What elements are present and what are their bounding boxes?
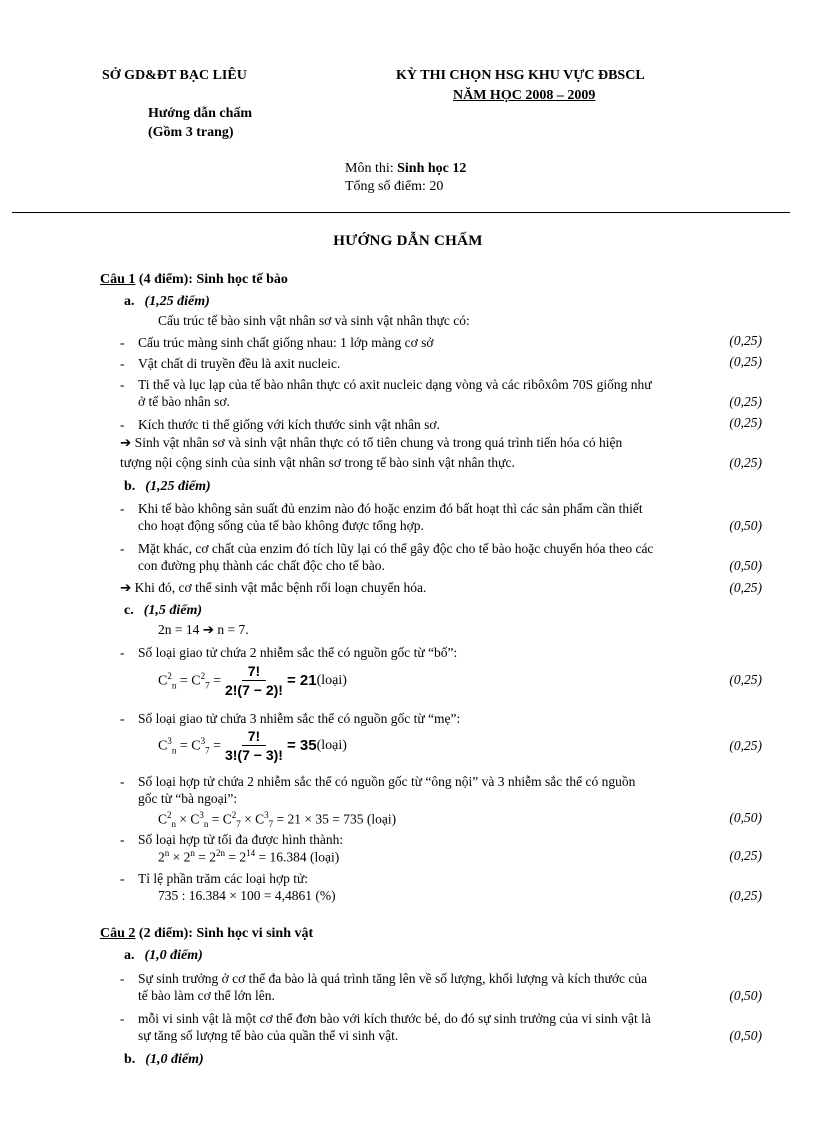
item-points: (0,25)	[729, 333, 762, 348]
item-points: (0,50)	[729, 518, 762, 533]
q2-title: (2 điểm): Sinh học vi sinh vật	[135, 926, 314, 941]
list-item-continued: cho hoạt động sống của tế bào không được tổng hợp.	[138, 518, 424, 533]
q2b-label: b.	[124, 1052, 136, 1067]
list-item-continued: con đường phụ thành các chất độc cho tế bào.	[138, 558, 385, 573]
fraction-denominator: 2!(7 − 2)!	[224, 682, 283, 698]
conclusion-line-continued: tượng nội cộng sinh của sinh vật nhân sơ trong tế bào sinh vật nhân thực.	[120, 455, 515, 470]
item-points: (0,50)	[729, 1028, 762, 1043]
q1-number: Câu 1	[100, 272, 136, 287]
formula-c5: 735 : 16.384 × 100 = 4,4861 (%)	[158, 888, 336, 903]
q2b-points: (1,0 điểm)	[145, 1052, 204, 1067]
formula-unit: (loại)	[316, 672, 347, 688]
q1b-label: b.	[124, 479, 136, 494]
q1a-heading	[124, 294, 210, 310]
q2a-points: (1,0 điểm)	[144, 948, 203, 963]
total-label: Tổng số điểm:	[345, 179, 426, 194]
q1a-points: (1,25 điểm)	[144, 294, 210, 309]
item-points: (0,25)	[729, 455, 762, 470]
q1-title: (4 điểm): Sinh học tế bào	[135, 272, 288, 287]
fraction-numerator: 7!	[242, 727, 266, 746]
fraction-numerator: 7!	[242, 662, 266, 681]
org-name: SỞ GD&ĐT BẠC LIÊU	[102, 68, 247, 83]
q1c-label: c.	[124, 603, 134, 618]
document-title: HƯỚNG DẪN CHẤM	[333, 233, 483, 249]
list-item-continued: sự tăng số lượng tế bào của quần thể vi sinh vật.	[138, 1028, 399, 1043]
item-points: (0,50)	[729, 988, 762, 1003]
item-points: (0,25)	[729, 738, 762, 753]
exam-title: KỲ THI CHỌN HSG KHU VỰC ĐBSCL	[396, 68, 645, 83]
subject-line	[345, 161, 466, 177]
q2a-label: a.	[124, 948, 135, 963]
conclusion-line: ➔ Sinh vật nhân sơ và sinh vật nhân thực có tổ tiên chung và trong quá trình tiến hóa có hiện	[120, 435, 623, 450]
formula-c2: $C^3_n = C^3_7$ = $\frac{7!}{3!(7 - 3)!}$ = 35 (loại)	[158, 728, 347, 763]
formula-c3: $C^2_n \times C^3_n = C^2_7 \times C^3_7 = 21 \times 35 = 735$ (loại)	[158, 810, 397, 830]
subject-value: Sinh học 12	[397, 161, 467, 176]
item-points: (0,25)	[729, 672, 762, 687]
list-item-continued: ở tế bào nhân sơ.	[138, 394, 230, 409]
formula-c1: $C^2_n = C^2_7$ = $\frac{7!}{2!(7 - 2)!}$ = 21 (loại)	[158, 663, 347, 698]
total-line	[345, 179, 443, 195]
page-count: (Gồm 3 trang)	[148, 125, 234, 140]
item-points: (0,25)	[729, 580, 762, 595]
total-value: 20	[429, 179, 444, 194]
item-points: (0,50)	[729, 810, 762, 825]
q2b-heading	[124, 1052, 204, 1068]
q1b-points: (1,25 điểm)	[145, 479, 211, 494]
subject-label: Môn thi:	[345, 161, 394, 176]
list-item-continued: gốc từ “bà ngoại”:	[138, 791, 238, 806]
item-points: (0,25)	[729, 354, 762, 369]
q2-heading	[100, 926, 313, 942]
q1a-intro: Cấu trúc tế bào sinh vật nhân sơ và sinh vật nhân thực có:	[158, 313, 470, 328]
item-points: (0,25)	[729, 415, 762, 430]
item-points: (0,50)	[729, 558, 762, 573]
item-points: (0,25)	[729, 888, 762, 903]
item-points: (0,25)	[729, 848, 762, 863]
list-item-continued: tế bào làm cơ thể lớn lên.	[138, 988, 275, 1003]
q1c-points: (1,5 điểm)	[143, 603, 203, 618]
given-value: 2n = 14 ➔ n = 7.	[158, 622, 249, 637]
q2a-heading	[124, 948, 203, 964]
q1b-heading	[124, 479, 211, 495]
item-points: (0,25)	[729, 394, 762, 409]
q2-number: Câu 2	[100, 926, 136, 941]
fraction-denominator: 3!(7 − 3)!	[224, 747, 283, 763]
header-divider	[12, 212, 790, 213]
formula-result: 21	[299, 672, 317, 689]
conclusion-line: ➔ Khi đó, cơ thể sinh vật mắc bệnh rối loạn chuyển hóa.	[120, 580, 427, 595]
formula-result: 35	[299, 737, 317, 754]
formula-c4: $2^n \times 2^n = 2^{2n} = 2^{14} = 16.384$ (loại)	[158, 848, 340, 865]
q1-heading	[100, 272, 288, 288]
q1c-heading	[124, 603, 202, 619]
q1a-label: a.	[124, 294, 135, 309]
school-year: NĂM HỌC 2008 – 2009	[453, 88, 596, 103]
formula-unit: (loại)	[316, 737, 347, 753]
guide-label: Hướng dẫn chấm	[148, 106, 253, 121]
